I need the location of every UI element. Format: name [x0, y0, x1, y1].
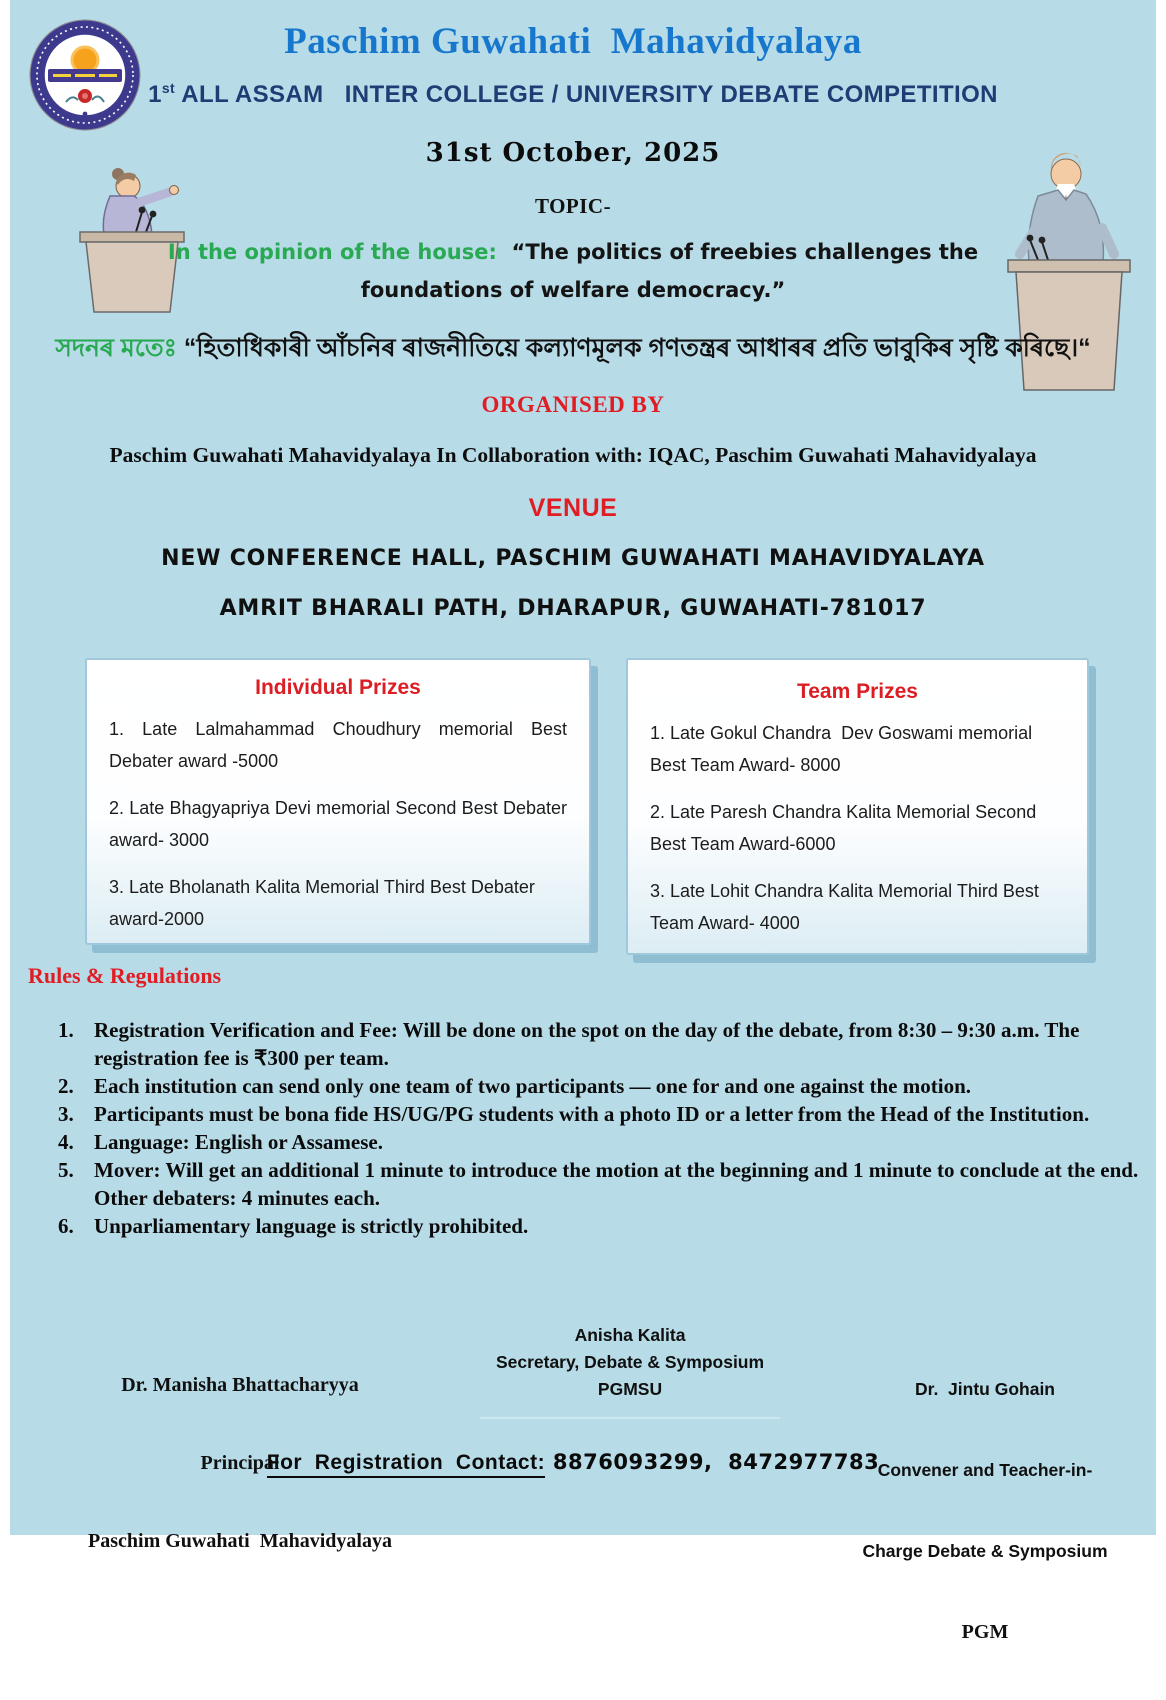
rules-list	[58, 1016, 1158, 1240]
individual-prizes-title: Individual Prizes	[255, 676, 421, 699]
team-prize-item: 1. Late Gokul Chandra Dev Goswami memorial Best Team Award- 8000	[650, 723, 1038, 775]
rule-item	[58, 1212, 1158, 1240]
signature-divider	[480, 1417, 780, 1419]
topic-quote-line1: “The politics of freebies challenges the	[496, 240, 979, 264]
rules-heading: Rules & Regulations	[28, 963, 222, 988]
event-number: 1	[148, 81, 162, 108]
rule-number: 4.	[58, 1130, 74, 1154]
rule-text: Language: English or Assamese.	[94, 1130, 383, 1154]
signatory-name: Dr. Jintu Gohain	[914, 1379, 1055, 1399]
team-prizes-box	[626, 658, 1089, 955]
rule-number: 3.	[58, 1102, 74, 1126]
signatory-secretary	[480, 1322, 780, 1419]
assamese-prefix: সদনৰ মতেঃ	[55, 334, 177, 362]
rule-number: 2.	[58, 1074, 74, 1098]
venue-heading: VENUE	[528, 494, 618, 522]
event-date: 31st October, 2025	[425, 138, 721, 168]
individual-prize-item: 3. Late Bholanath Kalita Memorial Third Best Debater award-2000	[109, 877, 535, 929]
venue-line-1: NEW CONFERENCE HALL, PASCHIM GUWAHATI MAHAVIDYALAYA	[161, 546, 985, 571]
venue-line-2: AMRIT BHARALI PATH, DHARAPUR, GUWAHATI-781017	[219, 596, 927, 621]
team-prize-item: 3. Late Lohit Chandra Kalita Memorial Third Best Team Award- 4000	[650, 881, 1039, 933]
event-title-text: ALL ASSAM INTER COLLEGE / UNIVERSITY DEBATE COMPETITION	[175, 81, 998, 108]
rule-text: Each institution can send only one team of two participants — one for and one against the motion.	[94, 1074, 971, 1098]
signatory-role: Secretary, Debate & Symposium	[495, 1352, 765, 1372]
signatory-role: Convener and Teacher-in-	[877, 1460, 1093, 1480]
rule-number: 1.	[58, 1018, 74, 1042]
rule-item	[58, 1128, 1158, 1156]
individual-prizes-box	[85, 658, 591, 945]
rule-item	[58, 1072, 1158, 1100]
rule-item	[58, 1100, 1158, 1128]
assamese-quote: “হিতাধিকাৰী আঁচনিৰ ৰাজনীতিয়ে কল্যাণমূলক গণতন্ত্ৰৰ আধাৰৰ প্ৰতি ভাবুকিৰ সৃষ্টি কৰিছে।“	[176, 334, 1091, 362]
contact-numbers: 8876093299, 8472977783	[545, 1450, 880, 1474]
rule-text: Registration Verification and Fee: Will be done on the spot on the day of the debate, from 8:30 – 9:30 a.m. The registration fee is ₹300 per team.	[94, 1018, 1080, 1070]
topic-assamese	[0, 328, 1146, 371]
signatory-org: PGM	[961, 1621, 1009, 1643]
event-number-suffix: st	[161, 80, 176, 96]
signatory-name: Anisha Kalita	[574, 1325, 686, 1345]
signatory-role: Principal	[200, 1452, 280, 1474]
event-title	[0, 80, 1146, 109]
topic-line-1	[0, 240, 1146, 264]
team-prize-item: 2. Late Paresh Chandra Kalita Memorial Second Best Team Award-6000	[650, 802, 1037, 854]
rule-text: Participants must be bona fide HS/UG/PG students with a photo ID or a letter from the Head of the Institution.	[94, 1102, 1090, 1126]
rule-text: Unparliamentary language is strictly prohibited.	[94, 1214, 529, 1238]
rule-text: Mover: Will get an additional 1 minute to introduce the motion at the beginning and 1 minute to conclude at the end. Other debaters: 4 minutes each.	[94, 1158, 1139, 1210]
rule-item	[58, 1156, 1158, 1212]
rule-number: 5.	[58, 1158, 74, 1182]
signatory-convener	[840, 1322, 1130, 1700]
rule-number: 6.	[58, 1214, 74, 1238]
page-title: Paschim Guwahati Mahavidyalaya	[284, 21, 862, 62]
contact-label: For Registration Contact:	[267, 1451, 545, 1478]
topic-line-2: foundations of welfare democracy.”	[360, 278, 786, 302]
organised-by-line: Paschim Guwahati Mahavidyalaya In Collaboration with: IQAC, Paschim Guwahati Mahavidyalaya	[109, 443, 1037, 467]
individual-prize-item: 2. Late Bhagyapriya Devi memorial Second Best Debater award- 3000	[109, 798, 567, 850]
rule-item	[58, 1016, 1158, 1072]
signatory-org: Paschim Guwahati Mahavidyalaya	[88, 1530, 392, 1552]
individual-prize-item: 1. Late Lalmahammad Choudhury memorial Best Debater award -5000	[109, 719, 567, 771]
topic-label: TOPIC-	[534, 194, 612, 218]
team-prizes-title: Team Prizes	[796, 680, 918, 703]
signatory-role2: Charge Debate & Symposium	[862, 1541, 1108, 1561]
organised-by-heading: ORGANISED BY	[481, 392, 665, 417]
signatory-org: PGMSU	[597, 1379, 663, 1399]
topic-house-prefix: In the opinion of the house:	[167, 240, 497, 264]
signatory-name: Dr. Manisha Bhattacharyya	[121, 1374, 359, 1396]
registration-contact	[0, 1450, 1146, 1475]
